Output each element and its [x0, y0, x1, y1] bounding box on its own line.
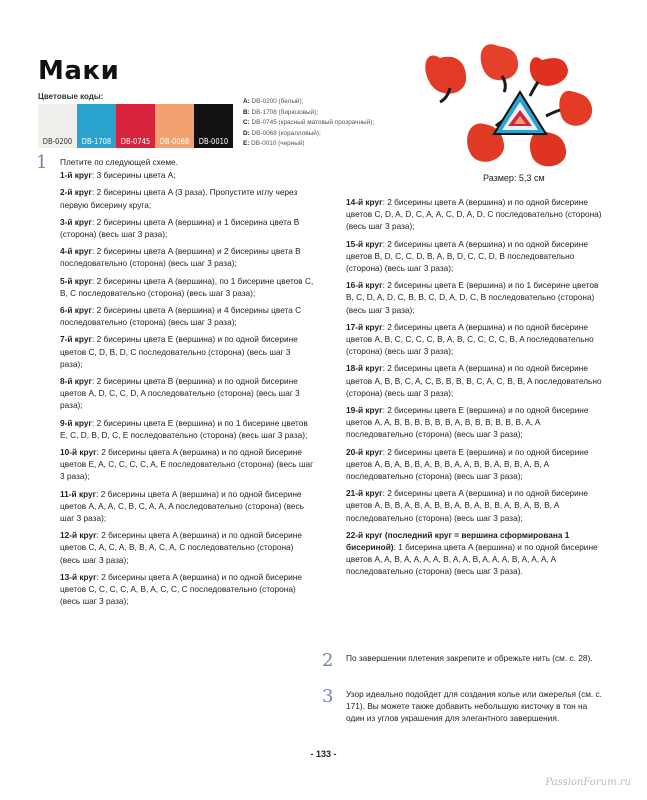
watermark: PassionForum.ru [545, 777, 631, 788]
step-number-2: 2 [322, 650, 334, 671]
round-instruction [346, 196, 608, 233]
swatch-code: DB-0010 [198, 137, 229, 146]
round-label: 3-й круг [60, 216, 92, 227]
legend-key: E: [243, 140, 250, 148]
swatch-code: DB-0068 [159, 137, 190, 146]
legend-item [243, 118, 423, 129]
page-number: - 133 - [310, 749, 337, 759]
round-text: : 1 бисерина цвета A (вершина) и по одной бисерине цветов A, A, B, A, A, A, A, B, A, A, B, A, A, A, B, A, A, A, A последовательно (сторона) (весь шаг 3 раза). [346, 542, 598, 577]
round-label: 12-й круг [60, 530, 97, 541]
round-text: : 2 бисерины цвета B (вершина) и по одной бисерине цветов A, D, C, C, D, A последовательно (сторона) (весь шаг 3 раза); [60, 376, 300, 411]
round-text: : 2 бисерины цвета A (вершина) и по одной бисерине цветов E, A, C, C, C, C, A, E последовательно (сторона) (весь шаг 3 раза); [60, 447, 314, 482]
round-text: : 2 бисерины цвета A (вершина) и по одной бисерине цветов A, B, B, A, B, A, B, B, A, B, A, B, B, A, B, A, B, B, A последовательно (сторона) (весь шаг 3 раза); [346, 488, 589, 523]
round-label: 20-й круг [346, 446, 383, 457]
poppy-petal [481, 44, 518, 92]
round-text: : 2 бисерины цвета A (вершина) и по одной бисерине цветов A, A, A, C, B, C, A, A, A последовательно (сторона) (весь шаг 3 раза); [60, 488, 304, 524]
round-instruction [60, 375, 315, 412]
round-text: : 2 бисерины цвета E (вершина) и по 1 бисерине цветов B, C, D, A, D, C, B, B, C, D, A, D, C, B последовательно (сторона) (весь шаг 3 раза); [346, 280, 599, 315]
round-text: : 2 бисерины цвета A (вершина) и по одной бисерине цветов B, D, C, C, D, B, A, B, D, C, C, D, B последовательно (сторона) (весь шаг 3 раза); [346, 238, 589, 274]
round-text: : 2 бисерины цвета A (3 раза). Пропустите иглу через первую бисерину круга; [60, 187, 298, 210]
round-label: 5-й круг [60, 275, 92, 286]
round-label: 1-й круг [60, 170, 92, 181]
color-swatch [194, 104, 233, 148]
round-instruction [60, 446, 315, 483]
page-title: Маки [38, 56, 120, 86]
round-instruction [346, 362, 608, 399]
color-codes-label: Цветовые коды: [38, 92, 104, 101]
swatch-code: DB-1708 [81, 137, 112, 146]
poppy-petal [546, 91, 592, 126]
color-swatch [38, 104, 77, 148]
round-text: : 2 бисерины цвета A (вершина) и по одной бисерине цветов C, A, C, A, B, B, A, C, A, C последовательно (сторона) (весь шаг 3 раза); [60, 530, 303, 565]
poppy-beadwork-photo [410, 40, 600, 170]
round-instruction [346, 404, 608, 441]
round-label: 13-й круг [60, 571, 97, 582]
round-label: 4-й круг [60, 246, 92, 257]
color-swatch [77, 104, 116, 148]
round-text: : 2 бисерины цвета E (вершина) и по 1 бисерине цветов E, C, D, B, D, C, E последовательно (сторона) (весь шаг 3 раза); [60, 417, 308, 440]
color-legend [243, 97, 423, 150]
legend-text: DB-0745 (красный матовый прозрачный); [251, 119, 375, 127]
round-label: 16-й круг [346, 280, 383, 291]
round-text: : 2 бисерины цвета A (вершина), по 1 бисерине цветов C, B, C последовательно (сторона) (весь шаг 3 раза); [60, 275, 314, 298]
size-caption: Размер: 5,3 см [483, 173, 545, 183]
round-instruction [60, 529, 315, 566]
round-text: : 2 бисерины цвета A (вершина) и 2 бисерины цвета B последовательно (сторона) (весь шаг 3 раза); [60, 246, 301, 269]
round-label: 6-й круг [60, 305, 92, 316]
round-instruction [60, 488, 315, 525]
round-instruction [346, 446, 608, 483]
round-label: 15-й круг [346, 238, 383, 249]
instructions-column-1 [60, 156, 315, 613]
step-number-3: 3 [322, 686, 334, 707]
round-instruction [60, 186, 315, 210]
round-instruction [60, 333, 315, 370]
legend-key: C: [243, 119, 250, 127]
legend-text: DB-0200 (белый); [251, 98, 304, 105]
round-text: : 3 бисерины цвета A; [91, 170, 176, 181]
round-label: 18-й круг [346, 363, 383, 374]
round-instruction [60, 571, 315, 608]
round-instruction [60, 169, 315, 181]
step-2-text: По завершении плетения закрепите и обрежьте нить (см. с. 28). [346, 653, 593, 663]
round-instruction [60, 216, 315, 240]
round-instruction [60, 275, 315, 299]
step-number-1: 1 [36, 152, 48, 173]
round-label: 14-й круг [346, 197, 383, 207]
round-label: 19-й круг [346, 405, 383, 416]
round-label: 21-й круг [346, 488, 383, 499]
poppy-petal [530, 57, 568, 96]
color-swatch [116, 104, 155, 148]
color-swatches [38, 104, 233, 148]
legend-key: A: [243, 98, 250, 105]
legend-item [243, 108, 423, 119]
round-instruction [346, 238, 608, 275]
legend-text: DB-0010 (черный) [251, 140, 305, 148]
round-label: 7-й круг [60, 334, 92, 345]
round-instruction [346, 321, 608, 358]
legend-key: D: [243, 129, 250, 137]
swatch-code: DB-0745 [120, 137, 151, 146]
round-label: 8-й круг [60, 376, 92, 387]
legend-text: DB-0068 (коралловый); [251, 129, 321, 137]
round-text: : 2 бисерины цвета A (вершина) и 4 бисерины цвета C последовательно (сторона) (весь шаг 3 раза); [60, 305, 302, 328]
round-label: 2-й круг [60, 187, 92, 198]
round-label: 10-й круг [60, 447, 97, 458]
round-text: : 2 бисерины цвета E (вершина) и по одной бисерине цветов C, D, B, D, C последовательно (сторона) (весь шаг 3 раза); [60, 334, 298, 369]
color-swatch [155, 104, 194, 148]
legend-item [243, 139, 423, 150]
round-text: : 2 бисерины цвета E (вершина) и по одной бисерине цветов A, A, B, B, B, B, B, B, A, B, B, B, B, B, B, A, A последовательно (сторона) (весь шаг 3 раза); [346, 405, 589, 440]
legend-item [243, 97, 423, 108]
round-text: : 2 бисерины цвета E (вершина) и по одной бисерине цветов A, B, A, B, B, A, B, B, A, A, B, B, A, B, B, A, B, A последовательно (сторона) (весь шаг 3 раза); [346, 446, 589, 482]
swatch-code: DB-0200 [42, 137, 73, 146]
round-text: : 2 бисерины цвета A (вершина) и по одной бисерине цветов C, D, A, D, C, A, A, C, D, A, D, C последовательно (сторона) (весь шаг 3 раза); [346, 197, 602, 232]
legend-item [243, 129, 423, 140]
step-3-text: Узор идеально подойдет для создания колье или ожерелья (см. с. 171). Вы можете также добавить небольшую кисточку в тон на один из углов украшения для элегантного завершения. [346, 689, 602, 724]
round-instruction [346, 529, 608, 578]
round-instruction [60, 417, 315, 441]
round-text: : 2 бисерины цвета A (вершина) и по одной бисерине цветов A, B, B, C, A, C, B, B, B, B, C, A, C, B, B, A последовательно (сторона) (весь шаг 3 раза); [346, 363, 602, 398]
legend-key: B: [243, 108, 250, 116]
instructions-column-2 [346, 196, 608, 583]
round-instruction [346, 279, 608, 316]
round-instruction [346, 487, 608, 524]
beaded-triangle [494, 92, 546, 134]
legend-text: DB-1708 (бирюзовый); [251, 108, 319, 116]
round-label: 17-й круг [346, 321, 383, 332]
round-instruction [60, 304, 315, 328]
round-text: : 2 бисерины цвета A (вершина) и по одной бисерине цветов C, C, C, C, A, B, A, C, C, C последовательно (сторона) (весь шаг 3 раза); [60, 571, 303, 607]
round-instruction [60, 245, 315, 269]
poppy-petal [425, 55, 466, 102]
round-label: 11-й круг [60, 488, 97, 499]
round-label: 22-й круг (последний круг = вершина сформирована 1 бисериной) [346, 529, 570, 553]
round-text: : 2 бисерины цвета A (вершина) и 1 бисерина цвета B (сторона) (весь шаг 3 раза); [60, 216, 300, 240]
round-label: 9-й круг [60, 417, 92, 428]
intro-text: Плетите по следующей схеме. [60, 157, 178, 167]
round-text: : 2 бисерины цвета A (вершина) и по одной бисерине цветов A, B, C, C, C, C, B, A, B, C, C, C, C, B, A последовательно (сторона) (весь шаг 3 раза); [346, 321, 594, 357]
